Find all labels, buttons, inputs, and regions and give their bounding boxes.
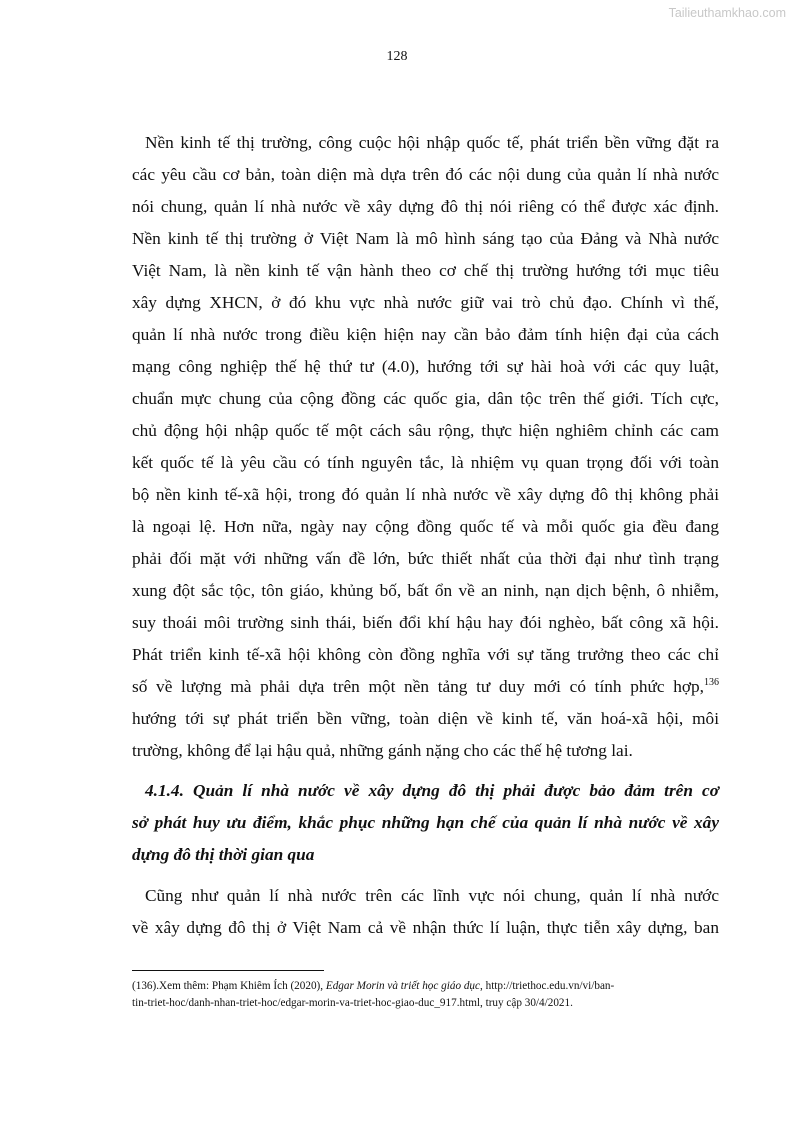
text-line: các yêu cầu cơ bản, toàn diện mà dựa trên đó các nội dung của quản lí nhà nước xyxy=(132,165,719,184)
text-line: kết quốc tế là yêu cầu có tính nguyên tắc, là nhiệm vụ quan trọng đối với toàn xyxy=(132,453,719,472)
footnote-title: Edgar Morin và triết học giáo dục xyxy=(325,980,480,992)
text-line: xung đột sắc tộc, tôn giáo, khủng bố, bất ổn về an ninh, nạn dịch bệnh, ô nhiễm, xyxy=(132,581,719,600)
text-line: quản lí nhà nước trong điều kiện hiện nay cần bảo đảm tính hiện đại của cách xyxy=(132,325,719,344)
text-line: mạng công nghiệp thế hệ thứ tư (4.0), hướng tới sự hài hoà với các quy luật, xyxy=(132,357,719,376)
text-line: chuẩn mực chung của cộng đồng các quốc gia, dân tộc trên thế giới. Tích cực, xyxy=(132,389,719,408)
section-heading xyxy=(132,775,719,871)
text-line xyxy=(132,671,719,703)
text-line: Việt Nam, là nền kinh tế vận hành theo cơ chế thị trường hướng tới mục tiêu xyxy=(132,261,719,280)
text-line: Nền kinh tế thị trường ở Việt Nam là mô hình sáng tạo của Đảng và Nhà nước xyxy=(132,229,719,248)
text-line: Phát triển kinh tế-xã hội không còn đồng nghĩa với sự tăng trưởng theo các chỉ xyxy=(132,645,719,664)
footnote xyxy=(132,978,719,1012)
heading-line: 4.1.4. Quản lí nhà nước về xây dựng đô thị phải được bảo đảm trên cơ xyxy=(145,781,719,800)
heading-line: dựng đô thị thời gian qua xyxy=(132,845,315,864)
page-number: 128 xyxy=(386,49,408,64)
text-line: xây dựng XHCN, ở đó khu vực nhà nước giữ vai trò chủ đạo. Chính vì thế, xyxy=(132,293,719,312)
text-line: Nền kinh tế thị trường, công cuộc hội nhập quốc tế, phát triển bền vững đặt ra xyxy=(145,133,719,152)
text-line: phải đối mặt với những vấn đề lớn, bức thiết nhất của thời đại như tình trạng xyxy=(132,549,719,568)
footnote-divider xyxy=(132,970,324,971)
watermark: Tailieuthamkhao.com xyxy=(668,6,786,20)
heading-line: sở phát huy ưu điểm, khắc phục những hạn chế của quản lí nhà nước về xây xyxy=(132,813,719,832)
text-line: bộ nền kinh tế-xã hội, trong đó quản lí nhà nước về xây dựng đô thị không phải xyxy=(132,485,719,504)
text-line: trường, không để lại hậu quả, những gánh nặng cho các thế hệ tương lai. xyxy=(132,741,633,760)
paragraph-2 xyxy=(132,880,719,944)
footnote-url-start[interactable]: , http://triethoc.edu.vn/vi/ban- xyxy=(480,980,615,992)
text-line: Cũng như quản lí nhà nước trên các lĩnh vực nói chung, quản lí nhà nước xyxy=(145,886,719,905)
text-line: chủ động hội nhập quốc tế một cách sâu rộng, thực hiện nghiêm chỉnh các cam xyxy=(132,421,719,440)
text-line: về xây dựng đô thị ở Việt Nam cả về nhận thức lí luận, thực tiễn xây dựng, ban xyxy=(132,918,719,937)
footnote-prefix: (136).Xem thêm: Phạm Khiêm Ích (2020), xyxy=(132,980,326,992)
paragraph-1 xyxy=(132,127,719,767)
text-line: suy thoái môi trường sinh thái, biến đổi khí hậu hay đói nghèo, bất công xã hội. xyxy=(132,613,719,632)
footnote-line xyxy=(132,978,719,995)
text-segment: số về lượng mà phải dựa trên một nền tảng tư duy mới có tính phức hợp, xyxy=(132,677,704,696)
footnote-line[interactable]: tin-triet-hoc/danh-nhan-triet-hoc/edgar-morin-va-triet-hoc-giao-duc_917.html, truy cập 30/4/2021. xyxy=(132,997,573,1009)
text-line: là ngoại lệ. Hơn nữa, ngày nay cộng đồng quốc tế và mỗi quốc gia đều đang xyxy=(132,517,719,536)
text-line: hướng tới sự phát triển bền vững, toàn diện về kinh tế, văn hoá-xã hội, môi xyxy=(132,709,719,728)
text-line: nói chung, quản lí nhà nước về xây dựng đô thị nói riêng có thể được xác định. xyxy=(132,197,719,216)
footnote-reference[interactable]: 136 xyxy=(704,677,719,688)
